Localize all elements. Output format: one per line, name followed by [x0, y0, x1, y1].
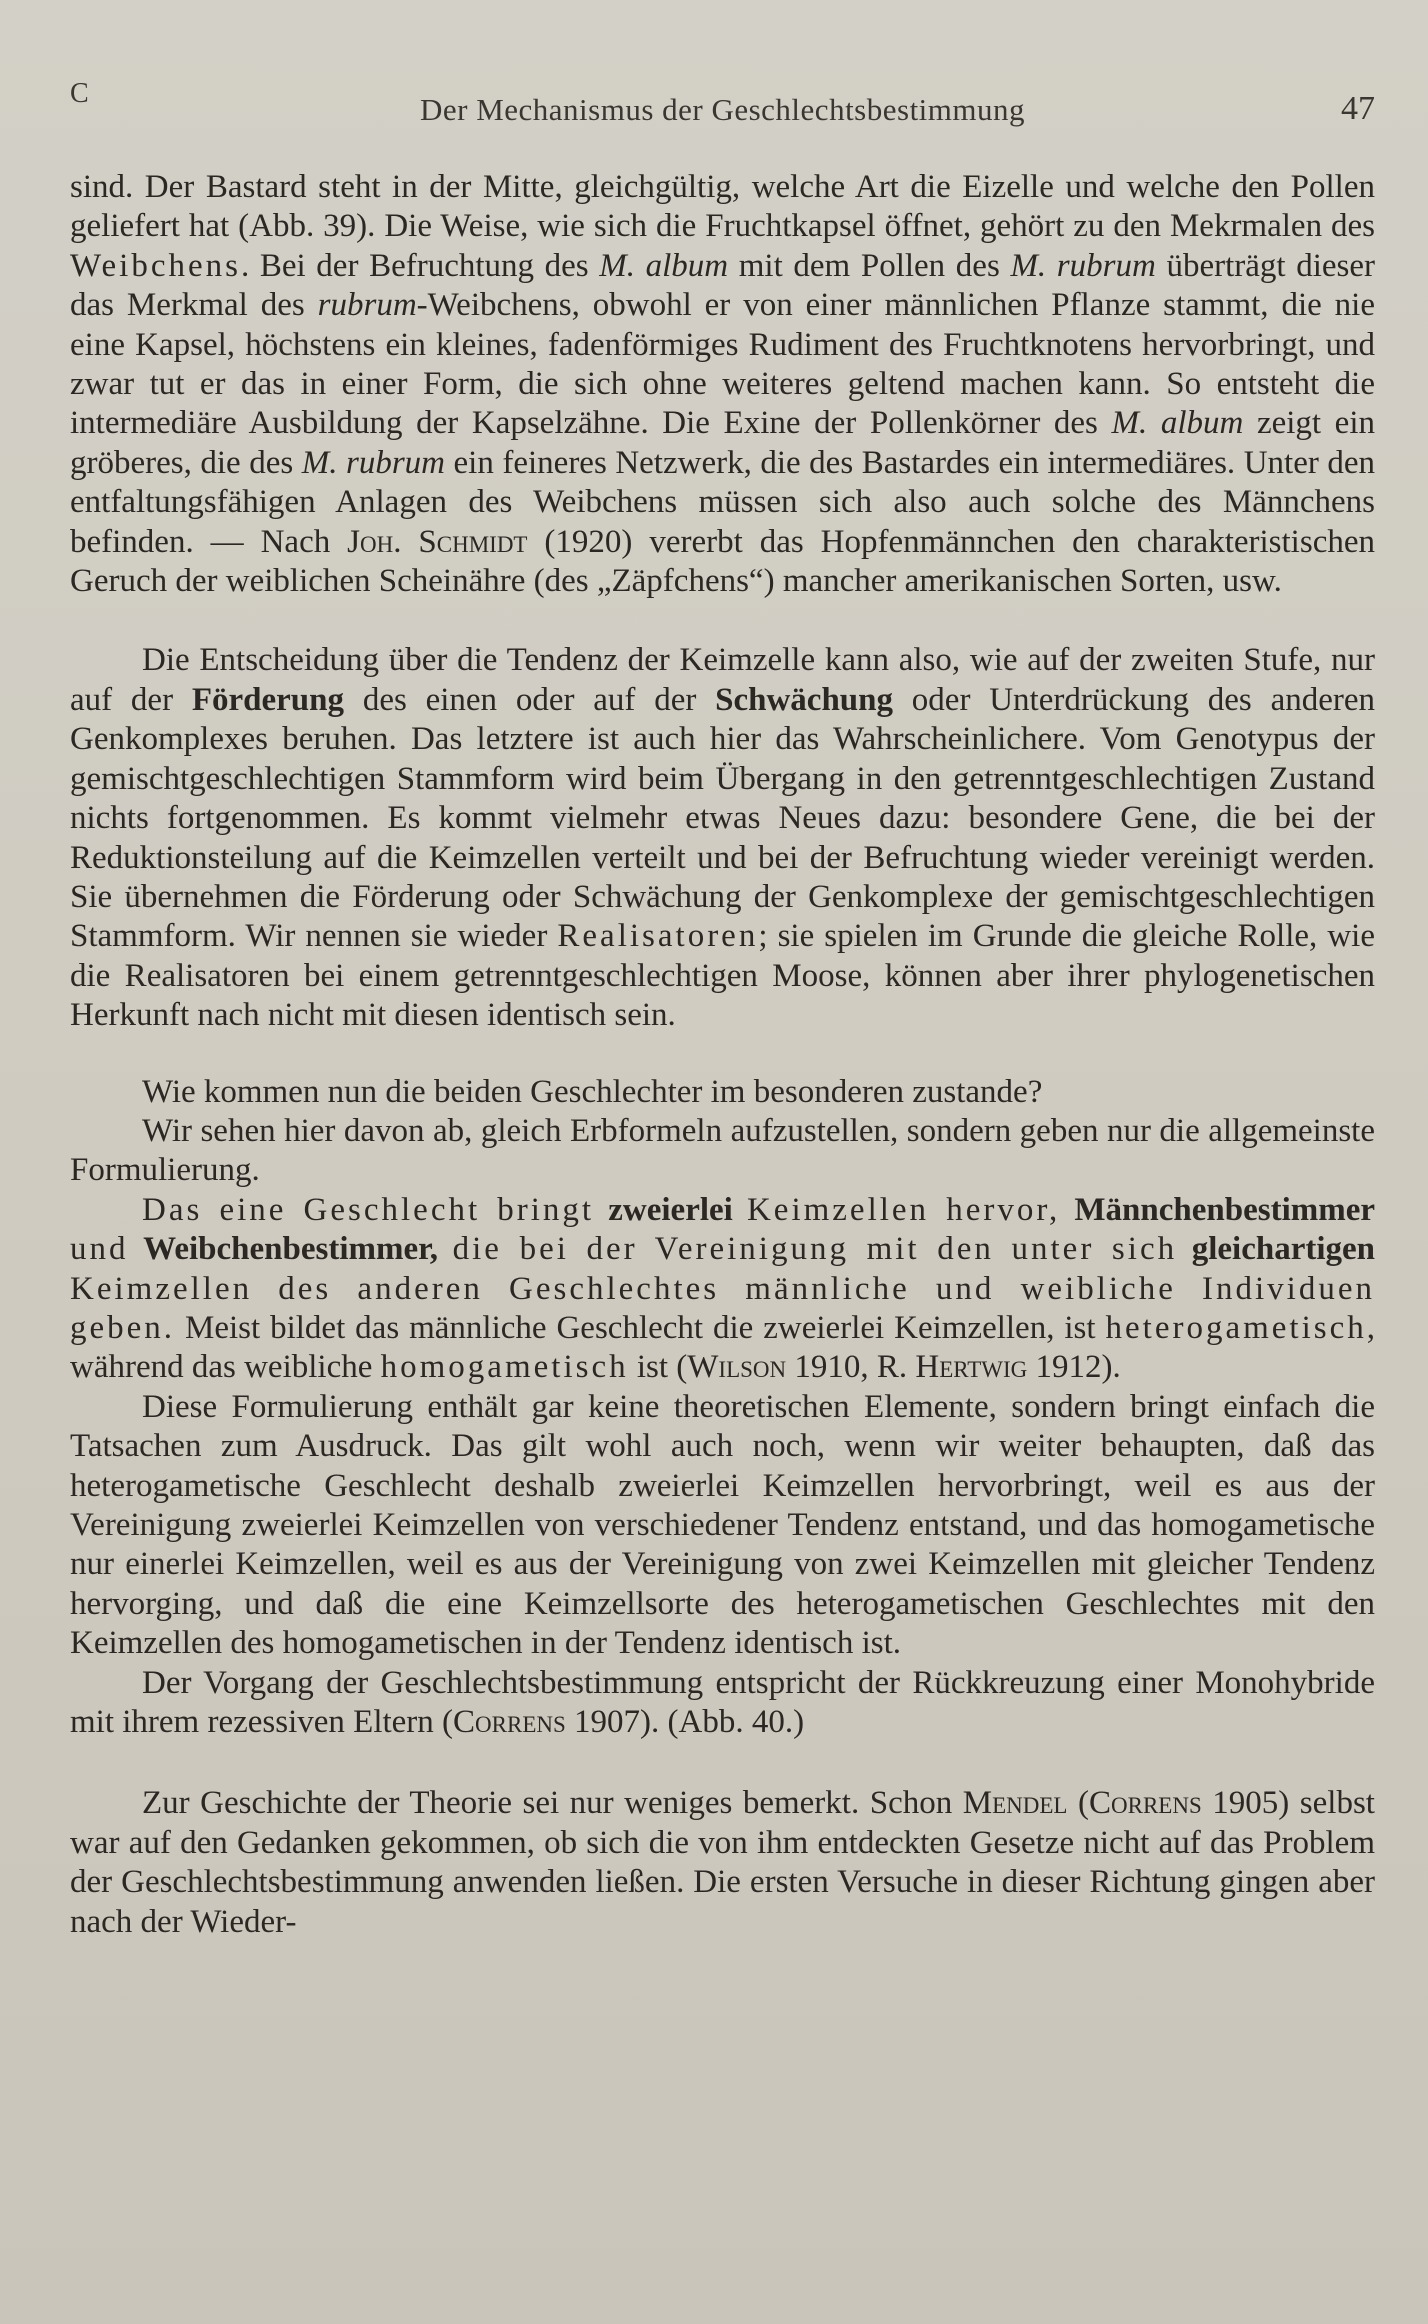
text-run: Zur Geschichte der Theorie sei nur weniges bemerkt. Schon	[142, 1785, 963, 1822]
text-run: oder Unterdrückung des anderen Genkomplexes beruhen. Das letztere ist auch hier das Wahrscheinlichere. Vom Genotypus der gemischtgeschlechtigen Stammform wird beim Übergang in den getrenntgeschlechtigen Zustand nichts fortgenommen. Es kommt vielmehr etwas Neues dazu: besondere Gene, die bei der Reduktionsteilung auf die Keimzellen verteilt und bei der Befruchtung wieder vereinigt werden. Sie übernehmen die Förderung oder Schwächung der Genkomplexe der gemischtgeschlechtigen Stammform. Wir nennen sie wieder	[70, 681, 1375, 955]
author-name: Correns	[1089, 1785, 1202, 1822]
paragraph-3	[70, 1073, 1375, 1112]
text-run: Meist bildet das männliche Geschlecht die zweierlei Keimzellen, ist	[175, 1309, 1106, 1346]
paragraph-8	[70, 1784, 1375, 1942]
text-run: überträgt dieser das Merkmal des	[70, 247, 1375, 324]
paragraph-2	[70, 641, 1375, 1035]
text-run: , während das weibliche	[70, 1309, 1375, 1386]
text-run: -Weibchens, obwohl er von einer männlichen Pflanze stammt, die nie eine Kapsel, höchstens ein kleines, fadenförmiges Rudiment des Fruchtknotens hervorbringt, und zwar tut er das in einer Form, die sich ohne weiteres geltend machen kann. So entsteht die intermediäre Ausbildung der Kapselzähne. Die Exine der Pollenkörner des	[70, 287, 1375, 442]
spaced-text: Das eine Geschlecht bringt	[142, 1191, 595, 1228]
text-run: . Bei der Befruchtung des	[240, 247, 600, 284]
text-run: (	[1067, 1785, 1089, 1822]
text-run: 1910, R.	[786, 1349, 916, 1386]
species-name: M. rubrum	[1010, 247, 1156, 284]
text-run: Die Entscheidung über die Tendenz der Keimzelle kann also, wie auf der zweiten Stufe, nur auf der	[70, 642, 1375, 718]
running-header	[70, 78, 1375, 138]
spaced-text: Realisatoren	[557, 918, 759, 955]
bold-term: Männchenbestimmer	[1074, 1191, 1376, 1228]
text-run: Wir sehen hier davon ab, gleich Erbformeln aufzustellen, sondern geben nur die allgemeinste Formulierung.	[70, 1112, 1375, 1189]
species-name: M. album	[599, 247, 729, 284]
text-run: mit dem Pollen des	[728, 247, 1011, 284]
bold-term: Schwächung	[715, 681, 894, 718]
spaced-text: die bei der Vereinigung mit den unter sich	[452, 1231, 1178, 1268]
author-name: Mendel	[962, 1785, 1068, 1822]
paragraph-gap	[70, 1036, 1375, 1073]
author-name: Wilson	[687, 1349, 787, 1386]
corner-mark: C	[70, 78, 89, 109]
spaced-text: homogametisch	[380, 1349, 629, 1386]
bold-term: Weibchenbestimmer,	[143, 1231, 438, 1268]
text-run: Wie kommen nun die beiden Geschlechter im besonderen zustande?	[142, 1073, 1043, 1110]
author-name: Correns	[453, 1704, 566, 1741]
spaced-text: Keimzellen des anderen Geschlechtes männliche und weibliche Individuen geben.	[70, 1270, 1375, 1346]
author-name: Hertwig	[915, 1349, 1028, 1386]
species-name: rubrum	[317, 287, 417, 324]
paragraph-6	[70, 1388, 1375, 1664]
paragraph-5	[70, 1191, 1375, 1388]
text-run: des einen oder auf der	[344, 681, 716, 718]
text-run: 1907). (Abb. 40.)	[565, 1704, 805, 1741]
spaced-text: und	[70, 1231, 129, 1268]
text-run: (1920) vererbt das Hopfenmännchen den charakteristischen Geruch der weiblichen Scheinähre (des „Zäpfchens“) mancher amerikanischen Sorten, usw.	[70, 523, 1375, 600]
paragraph-7	[70, 1664, 1375, 1743]
text-run: sind. Der Bastard steht in der Mitte, gleichgültig, welche Art die Eizelle und welche den Pollen geliefert hat (Abb. 39). Die Weise, wie sich die Fruchtkapsel öffnet, gehört zu den Mekrmalen des	[70, 169, 1375, 245]
bold-term: Förderung	[191, 681, 345, 718]
species-name: M. rubrum	[301, 444, 446, 481]
text-run: ist (	[628, 1349, 688, 1386]
species-name: M. album	[1111, 405, 1244, 442]
paragraph-1	[70, 168, 1375, 601]
spaced-text: heterogametisch	[1105, 1309, 1367, 1346]
spaced-text: Weibchens	[70, 247, 241, 284]
text-run: ein feineres Netzwerk, die des Bastardes ein intermediäres. Unter den entfaltungsfähigen Anlagen des Weibchens müssen sich also auch solche des Männchens befinden. — Nach	[70, 444, 1375, 560]
spaced-text: Keimzellen hervor,	[746, 1191, 1061, 1228]
text-run: zeigt ein gröberes, die des	[70, 405, 1375, 481]
running-title: Der Mechanismus der Geschlechtsbestimmung	[419, 92, 1026, 127]
text-run: 1905) selbst war auf den Gedanken gekommen, ob sich die von ihm entdeckten Gesetze nicht auf das Problem der Geschlechtsbestimmung anwenden ließen. Die ersten Versuche in dieser Richtung gingen aber nach der Wieder-	[70, 1785, 1375, 1940]
text-run: 1912).	[1027, 1349, 1121, 1386]
paragraph-4	[70, 1112, 1375, 1191]
text-run: ; sie spielen im Grunde die gleiche Rolle, wie die Realisatoren bei einem getrenntgeschlechtigen Moose, können aber ihrer phylogenetischen Herkunft nach nicht mit diesen identisch sein.	[70, 918, 1375, 1034]
paragraph-gap	[70, 601, 1375, 641]
author-name: Joh. Schmidt	[347, 523, 528, 560]
bold-term: gleichartigen	[1191, 1231, 1376, 1268]
paragraph-gap	[70, 1742, 1375, 1784]
bold-term: zweierlei	[608, 1191, 733, 1228]
page-number: 47	[1341, 90, 1375, 127]
text-run: Der Vorgang der Geschlechtsbestimmung entspricht der Rückkreuzung einer Monohybride mit ihrem rezessiven Eltern (	[70, 1664, 1375, 1741]
page-body	[70, 168, 1375, 1942]
text-run: Diese Formulierung enthält gar keine theoretischen Elemente, sondern bringt einfach die Tatsachen zum Ausdruck. Das gilt wohl auch noch, wenn wir weiter behaupten, daß das heterogametische Geschlecht deshalb zweierlei Keimzellen hervorbringt, weil es aus der Vereinigung zweierlei Keimzellen von verschiedener Tendenz entstand, und das homogametische nur einerlei Keimzellen, weil es aus der Vereinigung von zwei Keimzellen mit gleicher Tendenz hervorging, und daß die eine Keimzellsorte des heterogametischen Geschlechtes mit den Keimzellen des homogametischen in der Tendenz identisch ist.	[70, 1388, 1375, 1662]
